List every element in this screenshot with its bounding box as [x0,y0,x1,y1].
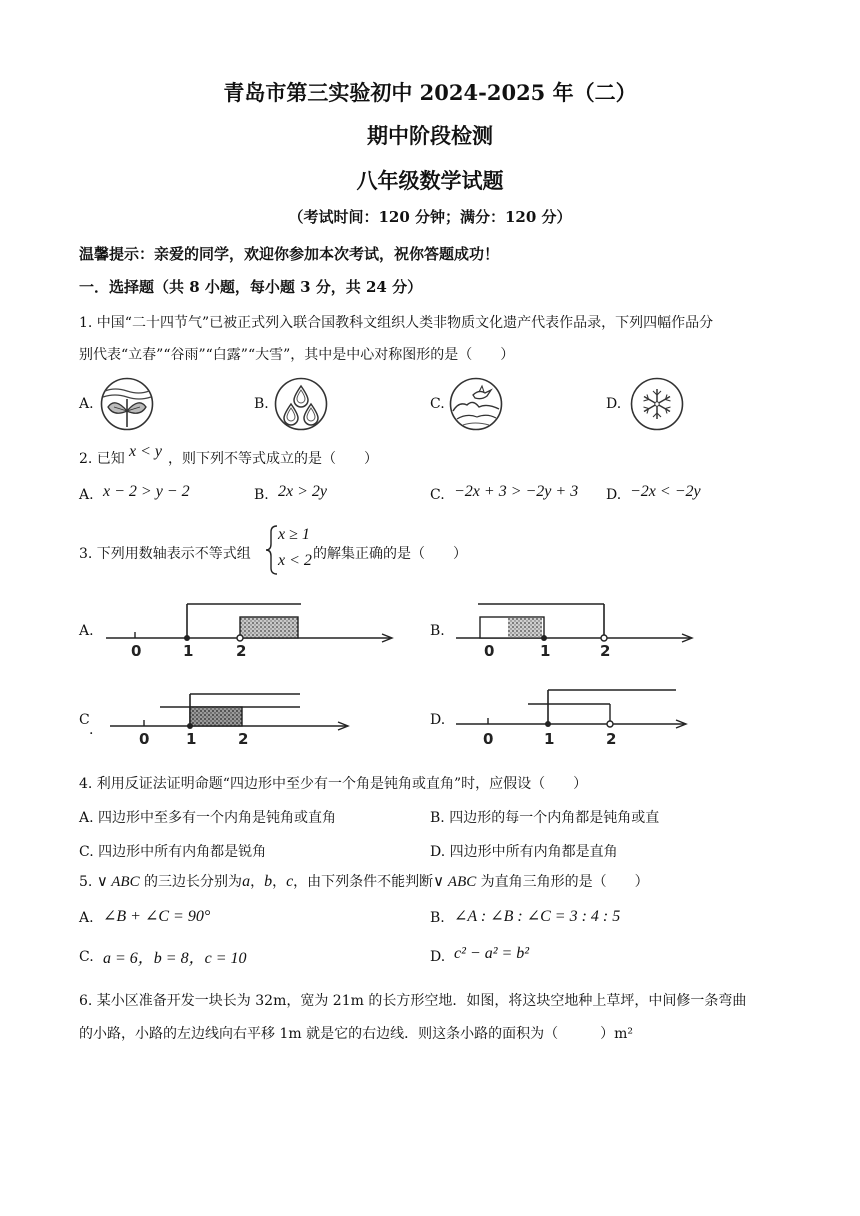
exam-grade-subject: 八年级数学试题 [356,168,504,193]
number-line-c [104,686,364,750]
q5-side-c: c [286,873,294,890]
tick-2: 2 [606,730,617,748]
q5-option-a-label: A. [79,910,94,926]
raindrops-icon [274,377,328,431]
warm-tip: 温馨提示：亲爱的同学，欢迎你参加本次考试，祝你答题成功！ [79,245,500,263]
tick-0: 0 [131,642,142,660]
q5-triangle: ∨ ABC [96,874,140,890]
q5-sep1: ， [250,874,265,890]
q3-system-line1: x ≥ 1 [278,526,310,543]
q3-stem-suffix: 的解集正确的是（ ） [313,546,467,562]
q2-option-c-label: C. [430,487,445,503]
tick-2: 2 [238,730,249,748]
q3-option-b-label: B. [430,623,445,639]
tick-1: 1 [186,730,197,748]
q5-option-c: a = 6，b = 8，c = 10 [103,950,247,967]
q1-stem-line2: 别代表“立春”“谷雨”“白露”“大雪”，其中是中心对称图形的是（ ） [79,347,515,363]
q1-option-c-label: C. [430,396,445,412]
tick-0: 0 [483,730,494,748]
q5-stem [79,871,649,895]
q5-option-d: c² − a² = b² [454,945,530,962]
tick-0: 0 [139,730,150,748]
q5-stem-suffix: 为直角三角形的是（ ） [476,874,649,890]
number-line-d [452,682,702,750]
q5-option-b: ∠A : ∠B : ∠C = 3 : 4 : 5 [454,908,621,925]
tick-0: 0 [484,642,495,660]
q1-option-b-label: B. [254,396,269,412]
q5-option-c-label: C. [79,949,94,965]
q1-option-a-label: A. [79,396,94,412]
q2-stem-prefix: 2. 已知 [79,451,125,467]
snowflake-icon [630,377,684,431]
q3-option-d-label: D. [430,712,446,728]
q5-stem-mid2: ，由下列条件不能判断 [293,874,434,890]
q5-sep2: ， [272,874,287,890]
number-line-a [100,598,400,662]
exam-title: 青岛市第三实验初中 2024-2025 年（二） [223,80,637,105]
q2-option-c: −2x + 3 > −2y + 3 [454,483,579,500]
q5-stem-mid1: 的三边长分别为 [139,874,243,890]
q3-stem-prefix: 3. 下列用数轴表示不等式组 [79,546,251,562]
q4-option-b: B. 四边形的每一个内角都是钝角或直 [430,810,660,826]
q2-option-b-label: B. [254,487,269,503]
system-brace-icon [265,524,279,576]
q5-stem-prefix: 5. [79,874,97,890]
q2-option-d-label: D. [606,487,622,503]
exam-subtitle: 期中阶段检测 [367,123,493,148]
q5-option-d-label: D. [430,949,446,965]
tick-2: 2 [600,642,611,660]
exam-info: （考试时间：120 分钟；满分：120 分） [288,208,572,226]
landscape-bird-icon [449,377,503,431]
q3-system-line2: x < 2 [278,552,312,569]
q5-option-b-label: B. [430,910,445,926]
tick-1: 1 [540,642,551,660]
tick-2: 2 [236,642,247,660]
q2-option-a: x − 2 > y − 2 [103,483,190,500]
q2-option-a-label: A. [79,487,94,503]
number-line-b [452,598,702,662]
q3-option-a-label: A. [79,623,94,639]
q6-stem-line2: 的小路，小路的左边线向右平移 1m 就是它的右边线．则这条小路的面积为（ ）m² [79,1026,633,1042]
q4-option-c: C. 四边形中所有内角都是锐角 [79,844,267,860]
tick-1: 1 [183,642,194,660]
q2-stem-suffix: ，则下列不等式成立的是（ ） [168,451,378,467]
q3-option-c-label: C [79,712,90,728]
tick-1: 1 [544,730,555,748]
q5-side-a: a [242,873,251,890]
q6-stem-line1: 6. 某小区准备开发一块长为 32m，宽为 21m 的长方形空地．如图，将这块空地种上草坪，中间修一条弯曲 [79,993,747,1009]
q5-side-b: b [264,873,273,890]
q1-option-d-label: D. [606,396,622,412]
q4-stem: 4. 利用反证法证明命题“四边形中至少有一个角是钝角或直角”时，应假设（ ） [79,776,588,792]
q2-condition: x < y [129,443,162,460]
q5-triangle-2: ∨ ABC [433,874,477,890]
q4-option-d: D. 四边形中所有内角都是直角 [430,844,618,860]
q1-stem-line1: 1. 中国“二十四节气”已被正式列入联合国教科文组织人类非物质文化遗产代表作品录，下列四幅作品分 [79,315,714,331]
section-heading: 一．选择题（共 8 小题，每小题 3 分，共 24 分） [79,278,423,296]
q4-option-a: A. 四边形中至多有一个内角是钝角或直角 [79,810,337,826]
q5-option-a: ∠B + ∠C = 90° [103,908,211,925]
sprout-icon [100,377,154,431]
q3-option-c-dot: . [89,722,94,738]
q2-option-d: −2x < −2y [630,483,701,500]
q2-option-b: 2x > 2y [278,483,327,500]
